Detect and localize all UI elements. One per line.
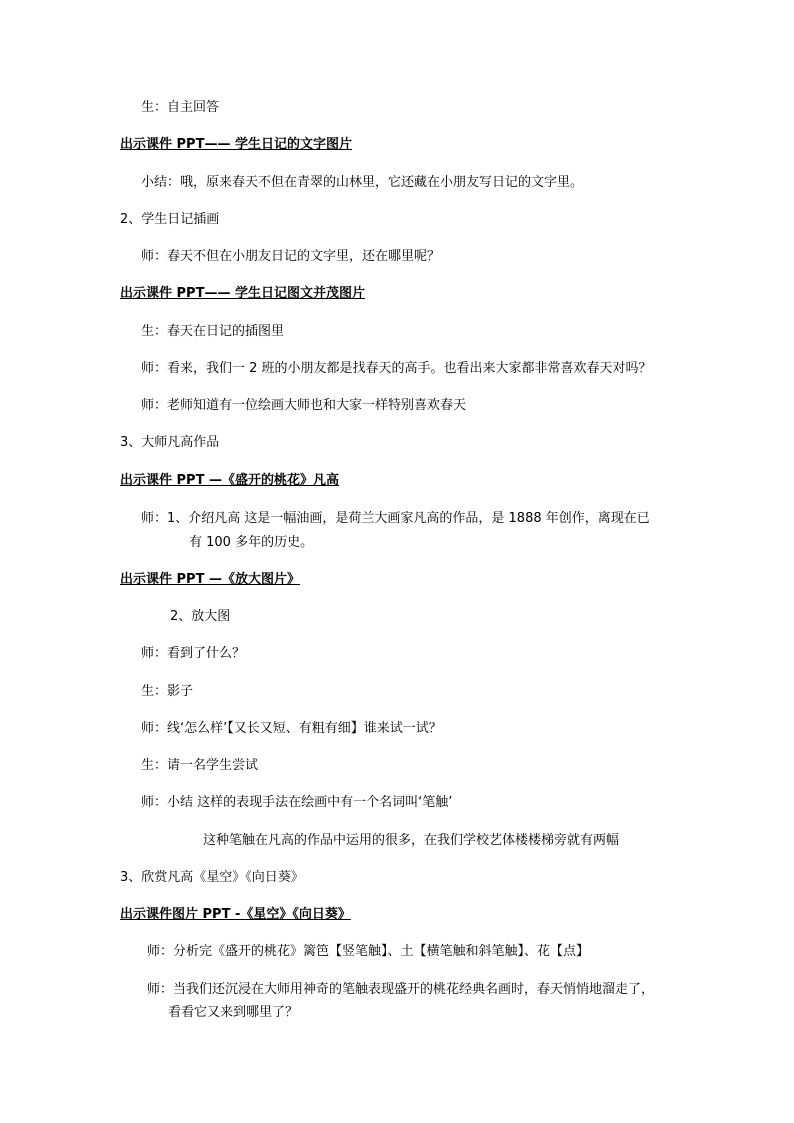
text-line: 师：春天不但在小朋友日记的文字里，还在哪里呢？ bbox=[141, 249, 441, 264]
section-item: 3、大师凡高作品 bbox=[120, 435, 220, 450]
slide-heading: 出示课件 PPT—— 学生日记图文并茂图片 bbox=[120, 286, 365, 301]
text-line: 师：当我们还沉浸在大师用神奇的笔触表现盛开的桃花经典名画时，春天悄悄地溜走了， bbox=[147, 982, 655, 997]
slide-heading: 出示课件 PPT —《盛开的桃花》凡高 bbox=[120, 473, 339, 488]
text-line: 生：影子 bbox=[141, 684, 194, 699]
slide-heading: 出示课件 PPT —《放大图片》 bbox=[120, 572, 300, 587]
section-item: 2、学生日记插画 bbox=[120, 212, 220, 227]
text-line: 这种笔触在凡高的作品中运用的很多，在我们学校艺体楼楼梯旁就有两幅 bbox=[203, 833, 620, 848]
section-item: 2、放大图 bbox=[170, 609, 231, 624]
text-line: 师：老师知道有一位绘画大师也和大家一样特别喜欢春天 bbox=[141, 398, 467, 413]
text-line: 师：1、介绍凡高 这是一幅油画，是荷兰大画家凡高的作品，是 1888 年创作，离现在已 bbox=[141, 511, 650, 526]
section-item: 3、欣赏凡高《星空》《向日葵》 bbox=[120, 870, 304, 885]
text-line: 师：看来，我们一 2 班的小朋友都是找春天的高手。也看出来大家都非常喜欢春天对吗？ bbox=[141, 361, 652, 376]
text-line: 有 100 多年的历史。 bbox=[189, 535, 314, 550]
text-line: 看看它又来到哪里了？ bbox=[168, 1005, 299, 1020]
text-line: 生：自主回答 bbox=[141, 100, 220, 115]
slide-heading: 出示课件图片 PPT -《星空》《向日葵》 bbox=[120, 907, 351, 922]
slide-heading: 出示课件 PPT—— 学生日记的文字图片 bbox=[120, 137, 352, 152]
text-line: 生：春天在日记的插图里 bbox=[141, 324, 285, 339]
text-line: 师：看到了什么？ bbox=[141, 646, 246, 661]
text-line: 小结：哦，原来春天不但在青翠的山林里，它还藏在小朋友写日记的文字里。 bbox=[141, 175, 584, 190]
text-line: 师：分析完《盛开的桃花》篱笆【竖笔触】、土【横笔触和斜笔触】、花【点】 bbox=[147, 944, 590, 959]
text-line: 生：请一名学生尝试 bbox=[141, 758, 259, 773]
text-line: 师：小结 这样的表现手法在绘画中有一个名词叫‘笔触’ bbox=[141, 795, 453, 810]
text-line: 师：线‘怎么样’【又长又短、有粗有细】谁来试一试？ bbox=[141, 721, 442, 736]
